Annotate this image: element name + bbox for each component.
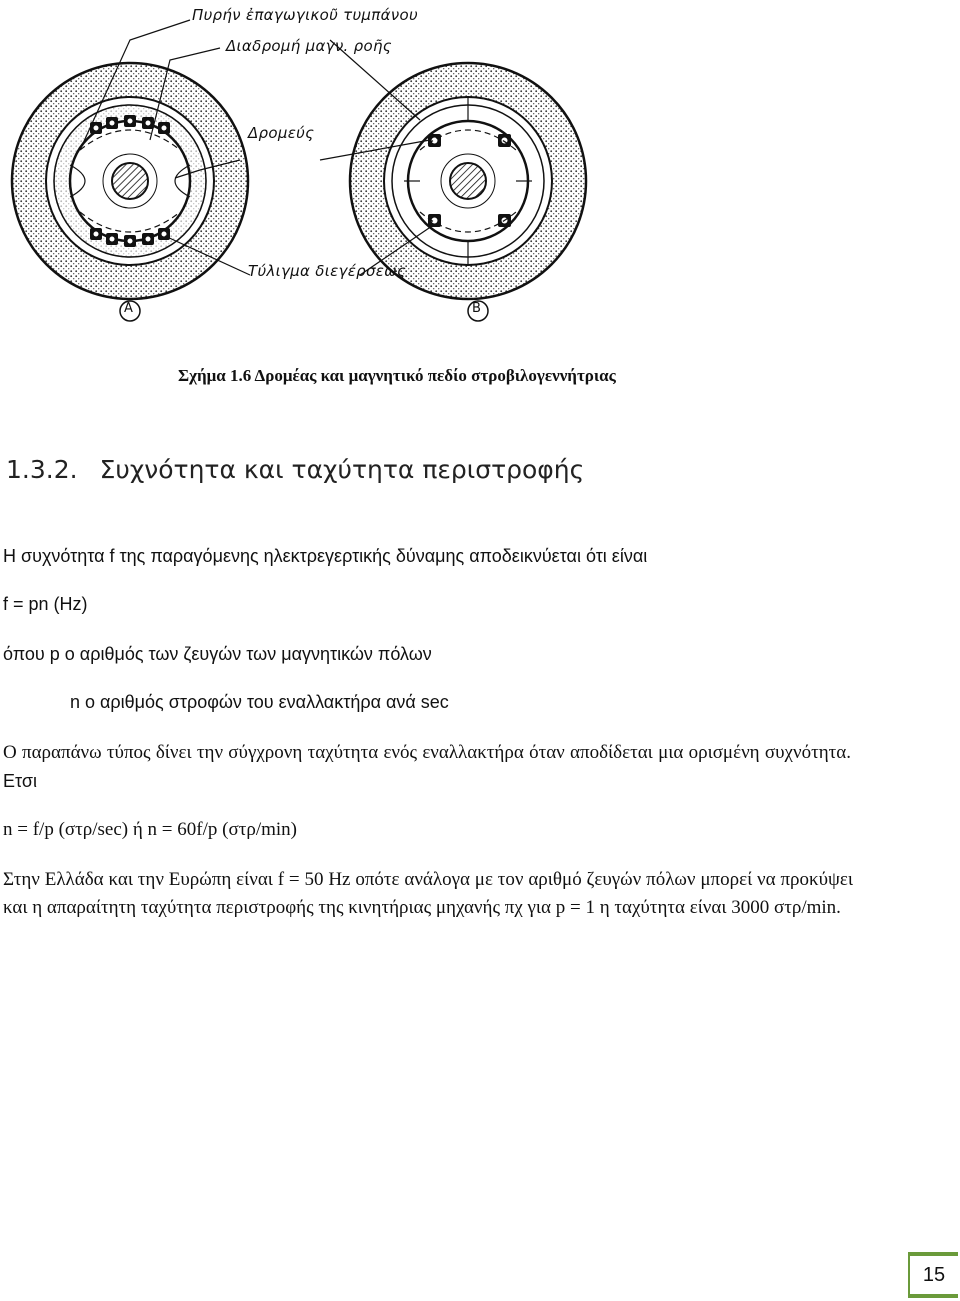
diagram-b	[350, 63, 586, 321]
label-core: Πυρήν ἐπαγωγικοῦ τυμπάνου	[192, 6, 418, 24]
label-rotor: Δρομεύς	[248, 124, 315, 142]
paragraph-5-tail: Ετσι	[3, 771, 37, 791]
section-heading	[6, 455, 584, 484]
paragraph-7: Στην Ελλάδα και την Ευρώπη είναι f = 50 Hz οπότε ανάλογα με τον αριθμό ζευγών πόλων μπορεί να προκύψει και η απαραίτητη ταχύτητα περιστροφής της κινητήριας μηχανής πχ για p = 1 η ταχύτητα είναι 3000 στρ/min.	[3, 869, 853, 918]
label-flux-path: Διαδρομή μαγν. ροῆς	[226, 37, 392, 55]
paragraph-4: n ο αριθμός στροφών του εναλλακτήρα ανά sec	[70, 692, 449, 712]
paragraph-3: όπου p ο αριθμός των ζευγών των μαγνητικών πόλων	[3, 644, 432, 664]
rotor-diagram	[0, 0, 960, 340]
figure-turbo-generator	[0, 0, 960, 340]
label-excitation-winding: Τύλιγμα διεγέρσεως	[248, 262, 407, 280]
label-b: B	[472, 301, 482, 316]
diagram-a	[12, 63, 248, 321]
section-number: 1.3.2.	[6, 455, 78, 484]
paragraph-5	[3, 738, 851, 796]
section-title: Συχνότητα και ταχύτητα περιστροφής	[99, 455, 585, 484]
figure-caption: Σχήμα 1.6 Δρομέας και μαγνητικό πεδίο στροβιλογεννήτριας	[178, 366, 616, 385]
paragraph-5-text: Ο παραπάνω τύπος δίνει την σύγχρονη ταχύτητα ενός εναλλακτήρα όταν αποδίδεται μια ορισμένη συχνότητα.	[3, 742, 851, 763]
formula-2: n = f/p (στρ/sec) ή n = 60f/p (στρ/min)	[3, 819, 297, 840]
paragraph-1: Η συχνότητα f της παραγόμενης ηλεκτρεγερτικής δύναμης αποδεικνύεται ότι είναι	[3, 546, 648, 566]
page-number: 15	[922, 1264, 946, 1286]
page-number-box	[908, 1252, 958, 1298]
formula-1: f = pn (Hz)	[3, 594, 88, 614]
label-a: A	[124, 301, 134, 316]
